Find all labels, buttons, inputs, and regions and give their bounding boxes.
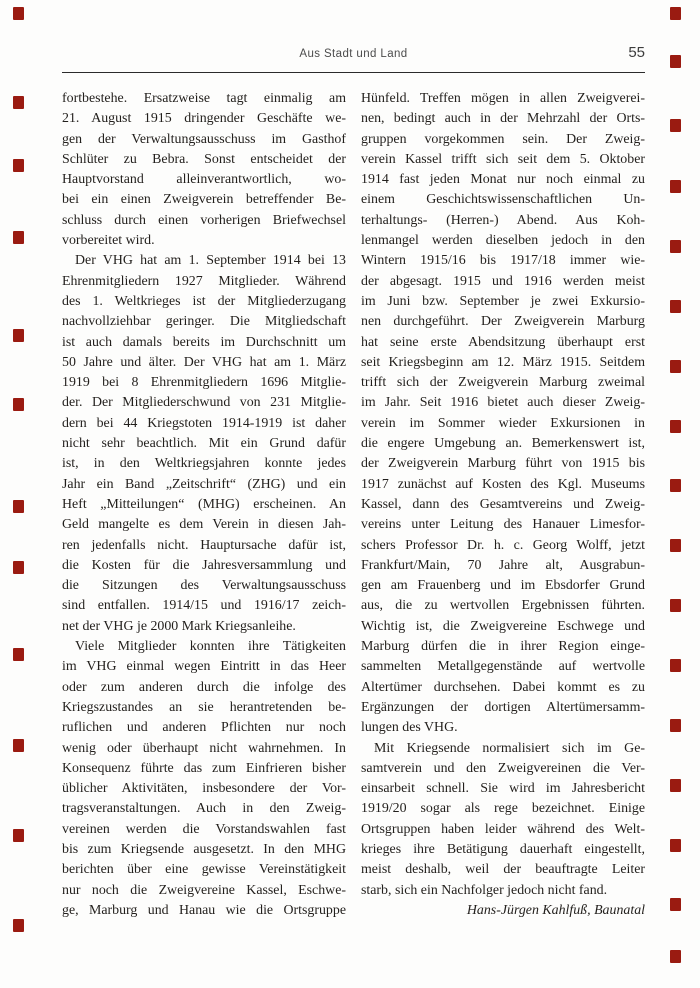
text-line: der abgesagt. 1915 und 1916 werden meist [361, 273, 645, 289]
text-line: lenmangel werden dieselben jedoch in den [361, 233, 645, 249]
text-line: ist auch damals bereits im Durchschnitt um [62, 334, 346, 350]
text-line: tragsveranstaltungen. Auch in den Zweig- [62, 801, 346, 817]
text-line: bis zum Kriegsende ausgesetzt. In den MHG [62, 841, 346, 857]
text-body [62, 89, 645, 921]
column-left [62, 89, 346, 921]
text-line: nen, bedingt auch in der Mehrzahl der Orts- [361, 111, 645, 127]
text-line: Schlüter zu Bebra. Sonst entscheidet der [62, 151, 346, 167]
text-line: vorbereitet wird. [62, 233, 155, 249]
red-edge-mark [670, 599, 681, 612]
text-line: nur noch die Zweigvereine Kassel, Eschwe- [62, 882, 346, 898]
red-edge-mark [13, 561, 24, 574]
red-edge-mark [670, 779, 681, 792]
text-line: schers Professor Dr. h. c. Georg Wolff, jetzt [361, 537, 645, 553]
text-line: Ehrenmitgliedern 1927 Mitglieder. Während [62, 273, 346, 289]
red-edge-mark [670, 119, 681, 132]
text-line: Der VHG hat am 1. September 1914 bei 13 [75, 253, 346, 269]
text-line: nen durchgeführt. Der Zweigverein Marburg [361, 314, 645, 330]
text-line: meist deshalb, weil der beauftragte Leiter [361, 862, 645, 878]
text-line: 1917 zunächst auf Kosten des Kgl. Museums [361, 476, 645, 492]
text-line: Heft „Mitteilungen“ (MHG) erscheinen. An [62, 496, 346, 512]
red-edge-mark [13, 159, 24, 172]
text-line: Frankfurt/Main, 70 Jahre alt, Ausgrabun- [361, 557, 645, 573]
text-line: einsarbeit schnell. Sie wird im Jahresbericht [361, 781, 645, 797]
red-edge-mark [670, 180, 681, 193]
text-line: gen am Frauenberg und im Ebsdorfer Grund [361, 578, 645, 594]
text-line: im Juni bzw. September je zwei Exkursio- [361, 293, 645, 309]
text-line: ruflichen und anderen Pflichten nur noch [62, 720, 346, 736]
text-line: berichten über eine gewisse Vereinstätigkeit [62, 862, 346, 878]
red-edge-mark [13, 329, 24, 342]
text-line: Wintern 1915/16 bis 1917/18 immer wie- [361, 253, 645, 269]
text-line: des 1. Weltkrieges ist der Mitgliederzugang [62, 293, 346, 309]
text-line: sind entfallen. 1914/15 und 1916/17 zeich- [62, 598, 346, 614]
text-line: die Sitzungen des Verwaltungsausschuss [62, 578, 346, 594]
red-edge-mark [13, 739, 24, 752]
text-line: vereinen werden die Vorstandswahlen fast [62, 821, 346, 837]
text-line: 50 Jahre und älter. Der VHG hat am 1. März [62, 354, 346, 370]
text-line: die Kosten für die Jahresversammlung und [62, 557, 346, 573]
text-line: verein Kassel trifft sich seit dem 5. Oktober [361, 151, 645, 167]
red-edge-mark [13, 231, 24, 244]
text-line: seit Kriegsbeginn am 12. März 1915. Seitdem [361, 354, 645, 370]
text-line: nicht sehr beachtlich. Mit ein Grund dafür [62, 436, 346, 452]
text-line: ist, in den Weltkriegsjahren konnte jedes [62, 456, 346, 472]
red-edge-mark [13, 398, 24, 411]
text-line: im Jahr. Seit 1916 bietet auch dieser Zweig- [361, 395, 645, 411]
text-line: krieges ihre Betätigung dauerhaft eingestellt, [361, 841, 645, 857]
running-head-title: Aus Stadt und Land [299, 48, 408, 60]
text-line: oder zum anderen durch die infolge des [62, 679, 346, 695]
red-edge-mark [13, 829, 24, 842]
red-edge-mark [670, 360, 681, 373]
red-edge-mark [670, 479, 681, 492]
text-line: Ergänzungen der dortigen Altertümersamm- [361, 699, 645, 715]
text-line: 1914 fast jeden Monat nur noch einmal zu [361, 172, 645, 188]
red-edge-mark [13, 919, 24, 932]
text-line: ge, Marburg und Hanau wie die Ortsgruppe [62, 902, 346, 918]
text-line: ren jedenfalls nicht. Hauptursache dafür ist, [62, 537, 346, 553]
red-edge-mark [13, 500, 24, 513]
text-line: Wichtig ist, die Zweigvereine Eschwege und [361, 618, 645, 634]
text-line: Kassel, dann des Gesamtvereins und Zweig- [361, 496, 645, 512]
text-line: Viele Mitglieder konnten ihre Tätigkeiten [75, 639, 346, 655]
text-line: Jahr ein Band „Zeitschrift“ (ZHG) und ein [62, 476, 346, 492]
red-edge-mark [670, 839, 681, 852]
red-edge-mark [13, 96, 24, 109]
text-line: Geld mangelte es dem Verein in diesen Jah- [62, 517, 346, 533]
text-line: der Zweigverein Marburg führt von 1915 bis [361, 456, 645, 472]
text-line: lungen des VHG. [361, 720, 458, 736]
text-line: 1919 bei 8 Ehrenmitgliedern 1696 Mitglie- [62, 375, 346, 391]
column-right [361, 89, 645, 921]
text-line: wenig oder überhaupt nicht wahrnehmen. In [62, 740, 346, 756]
text-line: im VHG einmal wegen Eintritt in das Heer [62, 659, 346, 675]
text-line: üblicher Aktivitäten, insbesondere der Vor- [62, 781, 346, 797]
text-line: Ortsgruppen haben leider während des Welt- [361, 821, 645, 837]
red-edge-mark [670, 55, 681, 68]
text-line: 21. August 1915 dringender Geschäfte we- [62, 111, 346, 127]
text-line: Konsequenz führte das zum Einfrieren bisher [62, 760, 346, 776]
text-line: die engere Umgebung an. Bemerkenswert ist, [361, 436, 645, 452]
text-line: samtverein und den Zweigvereinen die Ver- [361, 760, 645, 776]
red-edge-mark [670, 950, 681, 963]
text-line: bei ein einen Zweigverein betreffender Be- [62, 192, 346, 208]
text-line: starb, sich ein Nachfolger jedoch nicht fand. [361, 882, 608, 898]
text-line: Kriegszustandes an sie herantretenden be- [62, 699, 346, 715]
red-edge-mark [13, 648, 24, 661]
author-signature: Hans-Jürgen Kahlfuß, Baunatal [466, 902, 645, 918]
text-line: Mit Kriegsende normalisiert sich im Ge- [374, 740, 645, 756]
red-edge-mark [670, 420, 681, 433]
text-line: schluss durch einen vorherigen Briefwechsel [62, 212, 346, 228]
text-line: terhaltungs- (Herren-) Abend. Aus Koh- [361, 212, 645, 228]
text-line: trifft sich der Zweigverein Marburg zweimal [361, 375, 645, 391]
red-edge-mark [670, 7, 681, 20]
red-edge-mark [670, 240, 681, 253]
text-line: sammelten Metallgegenstände auf wertvolle [361, 659, 645, 675]
red-edge-mark [670, 300, 681, 313]
text-line: aus, die zu wertvollen Ergebnissen führten. [361, 598, 645, 614]
text-line: verein im Sommer wieder Exkursionen in [361, 415, 645, 431]
text-line: Marburg dürfen die in ihrer Region einge- [361, 639, 645, 655]
page-number: 55 [628, 44, 645, 61]
red-edge-mark [670, 719, 681, 732]
red-edge-mark [670, 659, 681, 672]
text-line: gen der Verwaltungsausschuss im Gasthof [62, 131, 346, 147]
text-line: 1919/20 sogar als rege bezeichnet. Einige [361, 801, 645, 817]
text-line: Hünfeld. Treffen mögen in allen Zweigverei- [361, 91, 645, 106]
text-line: dern bei 44 Kriegstoten 1914-1919 ist daher [62, 415, 346, 431]
text-line: gruppen vorgekommen sein. Der Zweig- [361, 131, 645, 147]
red-edge-mark [670, 898, 681, 911]
text-line: hat seine erste Abendsitzung überhaupt erst [361, 334, 645, 350]
text-line: fortbestehe. Ersatzweise tagt einmalig am [62, 91, 346, 106]
header-rule-divider [62, 72, 645, 73]
red-edge-mark [13, 7, 24, 20]
text-line: nachvollziehbar geringer. Die Mitgliedschaft [62, 314, 346, 330]
text-line: einem Geschichtswissenschaftlichen Un- [361, 192, 645, 208]
text-line: Hauptvorstand alleinverantwortlich, wo- [62, 172, 346, 188]
text-line: Altertümer durchsehen. Dabei kommt es zu [361, 679, 645, 695]
text-line: net der VHG je 2000 Mark Kriegsanleihe. [62, 618, 296, 634]
text-line: der. Der Mitgliederschwund von 231 Mitglie- [62, 395, 346, 411]
text-line: vereins unter Leitung des Hanauer Limesfor- [361, 517, 645, 533]
red-edge-mark [670, 539, 681, 552]
